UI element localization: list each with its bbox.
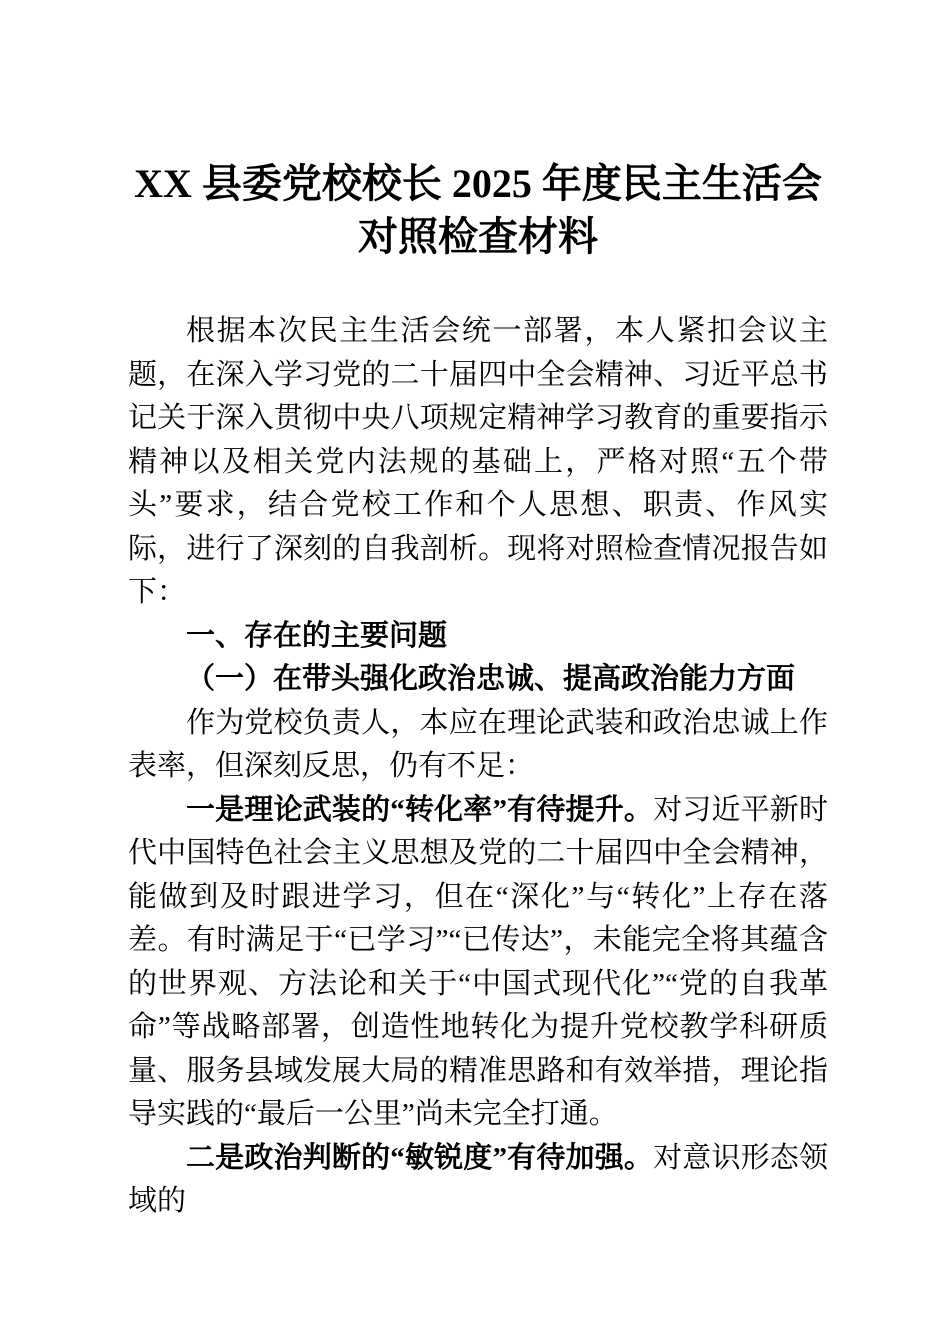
document-title: XX 县委党校校长 2025 年度民主生活会对照检查材料 (134, 161, 822, 259)
section-1-heading: 一、存在的主要问题 (186, 619, 448, 652)
sub-1-intro-paragraph: 作为党校负责人，本应在理论武装和政治忠诚上作表率，但深刻反思，仍有不足： (128, 706, 828, 782)
point-1-body: 对习近平新时代中国特色社会主义思想及党的二十届四中全会精神，能做到及时跟进学习，但在“深化”与“转化”上存在落差。有时满足于“已学习”“已传达”，未能完全将其蕴含的世界观、方法论和关于“中国式现代化”“党的自我革命”等战略部署，创造性地转化为提升党校教学科研质量、服务县域发展大局的精准思路和有效举措，理论指导实践的“最后一公里”尚未完全打通。 (128, 793, 828, 1130)
intro-paragraph: 根据本次民主生活会统一部署，本人紧扣会议主题，在深入学习党的二十届四中全会精神、习近平总书记关于深入贯彻中央八项规定精神学习教育的重要指示精神以及相关党内法规的基础上，严格对照“五个带头”要求，结合党校工作和个人思想、职责、作风实际，进行了深刻的自我剖析。现将对照检查情况报告如下： (128, 315, 828, 608)
point-2-lead: 二是政治判断的“敏锐度”有待加强。 (186, 1141, 654, 1174)
section-1-sub-1-heading: （一）在带头强化政治忠诚、提高政治能力方面 (186, 663, 796, 695)
point-1-paragraph (128, 789, 828, 1137)
point-2-body: 对意识形态领域的 (128, 1141, 828, 1217)
point-1-lead: 一是理论武装的“转化率”有待提升。 (186, 793, 654, 826)
point-2-paragraph (128, 1137, 828, 1224)
